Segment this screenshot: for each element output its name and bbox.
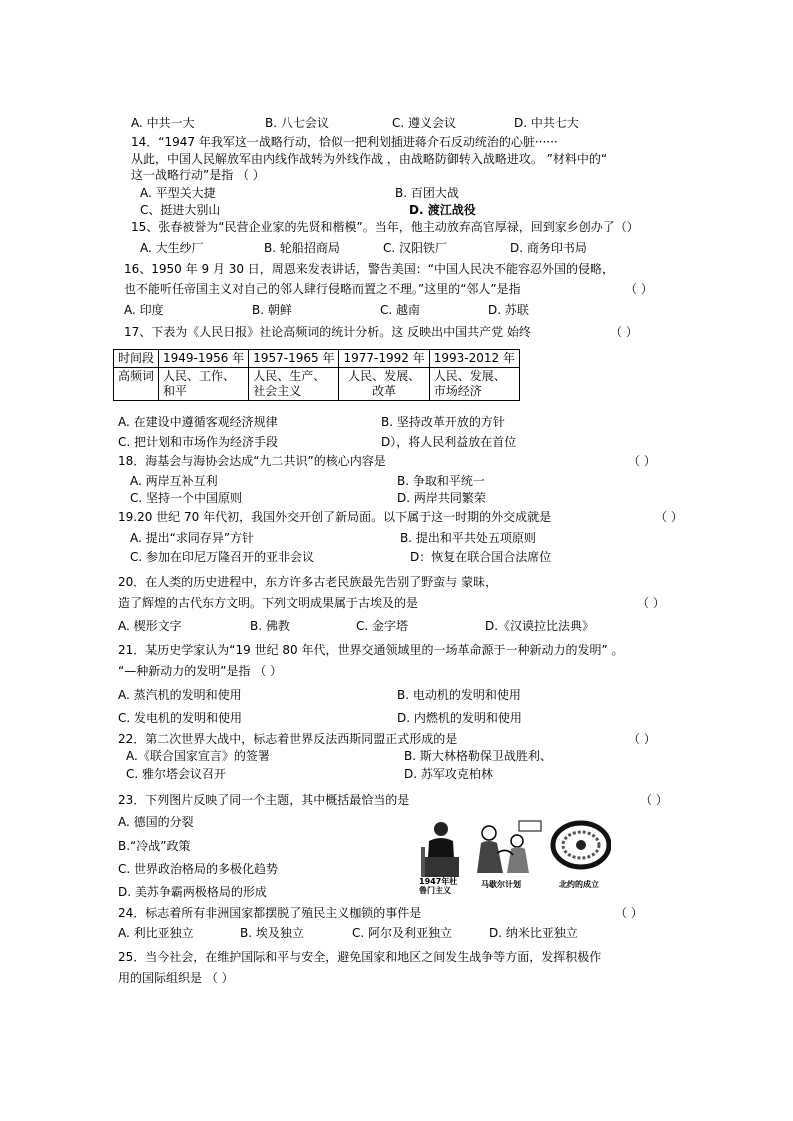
table-header-cell: 1977-1992 年: [339, 350, 429, 368]
q19-option-c: C. 参加在印尼万隆召开的亚非会议: [130, 550, 315, 564]
q19-stem: 19.20 世纪 70 年代初，我国外交开创了新局面。以下属于这一时期的外交成就是: [118, 510, 552, 524]
q23-caption-3: 北约的成立: [559, 880, 599, 889]
q16-stem-line2: 也不能听任帝国主义对自己的邻人肆行侵略而置之不理。”这里的“邻人”是指: [124, 282, 521, 296]
cell-line: 人民、生产、: [253, 369, 326, 383]
q21-stem-line1: 21．某历史学家认为“19 世纪 80 年代，世界交通领域里的一场革命源于一种新动力的发明” 。: [118, 643, 624, 657]
q16-answer-paren: （ ）: [625, 282, 653, 296]
q24-option-d: D. 纳米比亚独立: [489, 926, 578, 940]
q23-option-a: A. 德国的分裂: [118, 815, 194, 829]
q18-answer-paren: （ ）: [628, 454, 656, 468]
q14-stem-line3: 这一战略行动”是指 （ ）: [131, 168, 265, 182]
q17-answer-paren: （ ）: [610, 325, 638, 339]
q23-answer-paren: （ ）: [640, 793, 668, 807]
q23-option-b: B.“冷战”政策: [118, 839, 191, 853]
q20-answer-paren: （ ）: [637, 596, 665, 610]
q24-answer-paren: （ ）: [615, 906, 643, 920]
table-header-cell: 1949-1956 年: [159, 350, 249, 368]
cell-line: 人民、发展、: [433, 369, 506, 383]
q19-option-d: D：恢复在联合国合法席位: [410, 550, 552, 564]
q20-option-b: B. 佛教: [250, 619, 290, 633]
q14-option-d: D. 渡江战役: [409, 203, 476, 217]
q17-option-d: D），将人民利益放在首位: [381, 435, 517, 449]
q22-option-c: C. 雅尔塔会议召开: [126, 767, 227, 781]
q16-option-c: C. 越南: [380, 303, 421, 317]
q20-stem-line1: 20．在人类的历史进程中，东方许多古老民族最先告别了野蛮与 蒙昧，: [118, 575, 498, 589]
q16-option-d: D. 苏联: [488, 303, 529, 317]
q23-option-c: C. 世界政治格局的多极化趋势: [118, 862, 279, 876]
q15-stem: 15、张春被誉为“民营企业家的先贤和楷模”。当年，他主动放弃高官厚禄，回到家乡创办了（）: [131, 220, 639, 234]
cell-line: 改革: [372, 384, 397, 398]
q21-option-c: C. 发电机的发明和使用: [118, 711, 243, 725]
q23-caption-1: 1947年杜鲁门主义: [419, 877, 458, 895]
q18-option-a: A. 两岸互补互利: [130, 474, 218, 488]
q17-option-c: C. 把计划和市场作为经济手段: [118, 435, 279, 449]
q25-stem-line2: 用的国际组织是 （ ）: [118, 971, 234, 985]
table-cell: [339, 368, 429, 401]
q18-stem: 18．海基会与海协会达成“九二共识”的核心内容是: [118, 454, 386, 468]
q17-option-b: B. 坚持改革开放的方针: [381, 415, 505, 429]
q21-stem-line2: “—种新动力的发明”是指 （ ）: [118, 664, 283, 678]
q13-option-a: A. 中共一大: [131, 116, 195, 130]
table-row-label: 高频词: [114, 368, 159, 401]
q15-option-c: C. 汉阳铁厂: [383, 241, 448, 255]
nato-founding-cartoon: [553, 823, 609, 867]
q24-stem: 24．标志着所有非洲国家都摆脱了殖民主义枷锁的事件是: [118, 906, 422, 920]
q21-option-a: A. 蒸汽机的发明和使用: [118, 688, 242, 702]
table-row: [114, 368, 520, 401]
table-cell: [159, 368, 249, 401]
q23-option-d: D. 美苏争霸两极格局的形成: [118, 885, 267, 899]
q13-option-c: C. 遵义会议: [392, 116, 457, 130]
q15-option-d: D. 商务印书局: [510, 241, 587, 255]
q14-option-c: C、挺进大别山: [140, 203, 221, 217]
q18-option-c: C. 坚持一个中国原则: [130, 491, 243, 505]
q20-stem-line2: 造了辉煌的古代东方文明。下列文明成果属于古埃及的是: [118, 596, 419, 610]
q24-option-b: B. 埃及独立: [240, 926, 304, 940]
q15-option-b: B. 轮船招商局: [264, 241, 340, 255]
q18-option-d: D. 两岸共同繁荣: [397, 491, 486, 505]
cell-line: 人民、工作、: [163, 369, 236, 383]
q23-cartoon-images: [419, 817, 611, 895]
table-row: [114, 350, 520, 368]
cell-line: 和平: [163, 384, 188, 398]
q25-stem-line1: 25．当今社会，在维护国际和平与安全，避免国家和地区之间发生战争等方面，发挥积极作: [118, 950, 602, 964]
q23-caption-2: 马歇尔计划: [481, 880, 521, 889]
q24-option-a: A. 利比亚独立: [118, 926, 194, 940]
q21-option-d: D. 内燃机的发明和使用: [397, 711, 522, 725]
q15-option-a: A. 大生纱厂: [140, 241, 204, 255]
truman-doctrine-cartoon: [421, 822, 459, 877]
cell-line: 市场经济: [433, 384, 482, 398]
q16-option-b: B. 朝鲜: [252, 303, 292, 317]
q22-stem: 22．第二次世界大战中，标志着世界反法西斯同盟正式形成的是: [118, 732, 458, 746]
q14-option-a: A. 平型关大捷: [140, 186, 216, 200]
q17-stem: 17、下表为《人民日报》社论高频词的统计分析。这 反映出中国共产党 始终: [124, 325, 531, 339]
q14-stem-line2: 从此，中国人民解放军由内线作战转为外线作战 ，由战略防御转入战略进攻。 ”材料中的“: [131, 152, 608, 166]
q24-option-c: C. 阿尔及利亚独立: [352, 926, 453, 940]
q18-option-b: B. 争取和平统一: [397, 474, 485, 488]
q19-answer-paren: （ ）: [655, 510, 683, 524]
cell-line: 社会主义: [253, 384, 302, 398]
q17-option-a: A. 在建设中遵循客观经济规律: [118, 415, 278, 429]
q13-option-d: D. 中共七大: [514, 116, 579, 130]
q23-stem: 23．下列图片反映了同一个主题，其中概括最恰当的是: [118, 793, 410, 807]
q14-stem-line1: 14．“1947 年我军这一战略行动，恰似一把利划插进蒋介石反动统治的心脏······: [131, 135, 558, 149]
q21-option-b: B. 电动机的发明和使用: [397, 688, 521, 702]
q13-option-b: B. 八七会议: [265, 116, 329, 130]
q16-stem-line1: 16、1950 年 9 月 30 日，周恩来发表讲话，警告美国：“中国人民决不能容忍外国的侵略，: [124, 262, 615, 276]
q22-answer-paren: （ ）: [628, 732, 656, 746]
q22-option-b: B. 斯大林格勒保卫战胜利、: [404, 749, 552, 763]
marshall-plan-cartoon: [477, 821, 541, 873]
table-header-cell: 1993-2012 年: [429, 350, 519, 368]
q17-table: [113, 349, 520, 401]
q19-option-b: B. 提出和平共处五项原则: [400, 531, 536, 545]
table-cell: [249, 368, 339, 401]
table-header-cell: 1957-1965 年: [249, 350, 339, 368]
cell-line: 人民、发展、: [348, 369, 421, 383]
q19-option-a: A. 提出“求同存异”方针: [130, 531, 255, 545]
q20-option-c: C. 金字塔: [356, 619, 409, 633]
q16-option-a: A. 印度: [124, 303, 164, 317]
q20-option-a: A. 楔形文字: [118, 619, 182, 633]
q22-option-d: D. 苏军攻克柏林: [404, 767, 493, 781]
q20-option-d: D.《汉谟拉比法典》: [485, 619, 595, 633]
table-cell: [429, 368, 519, 401]
q22-option-a: A.《联合国家宣言》的签署: [126, 749, 270, 763]
table-header-cell: 时间段: [114, 350, 159, 368]
q14-option-b: B. 百团大战: [395, 186, 459, 200]
